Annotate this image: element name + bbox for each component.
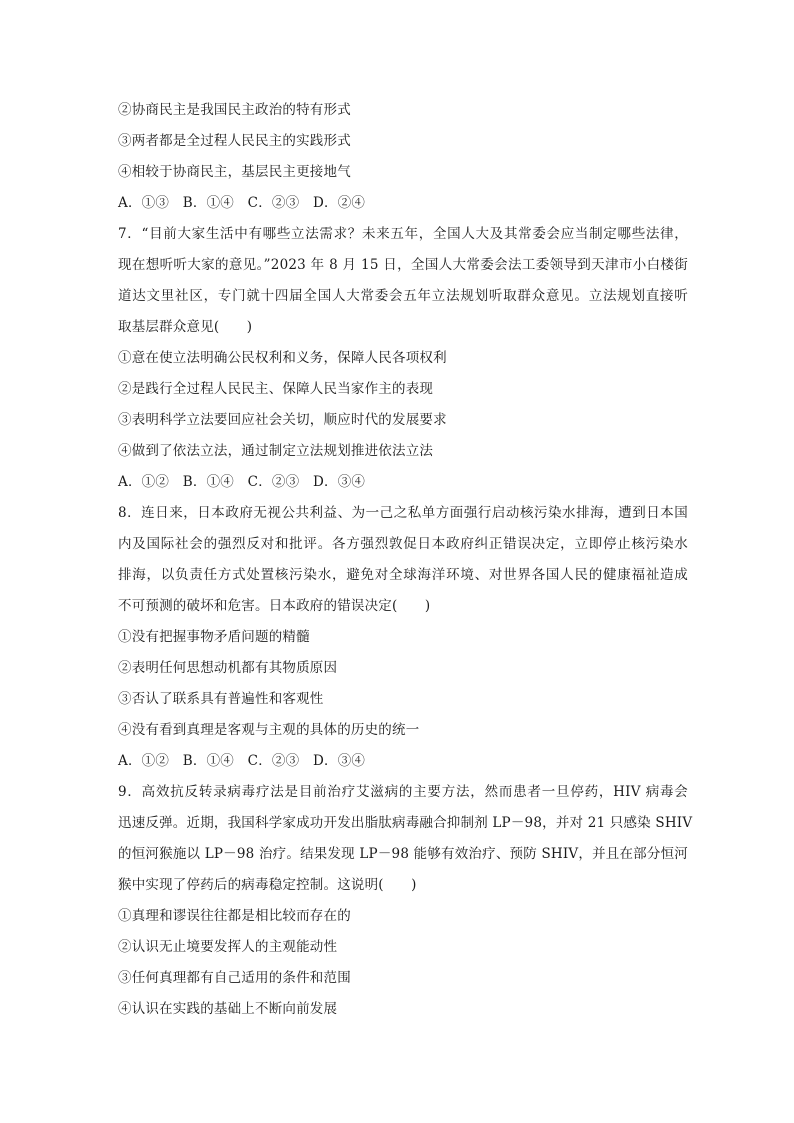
answer-choices: A．①③ B．①④ C．②③ D．②④ <box>118 195 366 211</box>
option-line: ④做到了依法立法，通过制定立法规划推进依法立法 <box>118 443 434 459</box>
question-stem-line: 道达文里社区，专门就十四届全国人大常委会五年立法规划听取群众意见。立法规划直接听 <box>118 288 688 304</box>
option-line: ②认识无止境要发挥人的主观能动性 <box>118 939 338 955</box>
option-line: ②是践行全过程人民民主、保障人民当家作主的表现 <box>118 381 434 397</box>
question-8 <box>118 498 688 777</box>
question-stem-line: 的恒河猴施以 LP－98 治疗。结果发现 LP－98 能够有效治疗、预防 SHIV，并且在部分恒河 <box>118 846 688 862</box>
option-line: ③任何真理都有自己适用的条件和范围 <box>118 970 351 986</box>
question-7 <box>118 219 688 498</box>
question-stem-line: 排海，以负责任方式处置核污染水，避免对全球海洋环境、对世界各国人民的健康福祉造成 <box>118 567 688 583</box>
question-stem-line: 现在想听听大家的意见。”2023 年 8 月 15 日，全国人大常委会法工委领导到天津市小白楼街 <box>118 257 688 273</box>
exam-content <box>118 95 693 1025</box>
question-stem-line: 9．高效抗反转录病毒疗法是目前治疗艾滋病的主要方法，然而患者一旦停药，HIV 病毒会 <box>118 784 688 800</box>
option-line: ③否认了联系具有普遍性和客观性 <box>118 691 324 707</box>
question-stem-line: 迅速反弹。近期，我国科学家成功开发出脂肽病毒融合抑制剂 LP－98，并对 21 只感染 SHIV <box>118 815 693 831</box>
question-stem-line: 不可预测的破坏和危害。日本政府的错误决定( ) <box>118 598 431 614</box>
question-stem-line: 猴中实现了停药后的病毒稳定控制。这说明( ) <box>118 877 417 893</box>
option-line: ④相较于协商民主，基层民主更接地气 <box>118 164 351 180</box>
answer-choices: A．①② B．①④ C．②③ D．③④ <box>118 753 366 769</box>
question-6-tail <box>118 95 688 219</box>
option-line: ③表明科学立法要回应社会关切，顺应时代的发展要求 <box>118 412 447 428</box>
option-line: ④认识在实践的基础上不断向前发展 <box>118 1001 338 1017</box>
question-stem-line: 取基层群众意见( ) <box>118 319 253 335</box>
option-line: ②协商民主是我国民主政治的特有形式 <box>118 102 351 118</box>
question-stem-line: 内及国际社会的强烈反对和批评。各方强烈敦促日本政府纠正错误决定，立即停止核污染水 <box>118 536 688 552</box>
question-stem-line: 7．“目前大家生活中有哪些立法需求？未来五年，全国人大及其常委会应当制定哪些法律， <box>118 226 688 242</box>
option-line: ②表明任何思想动机都有其物质原因 <box>118 660 338 676</box>
option-line: ①没有把握事物矛盾问题的精髓 <box>118 629 310 645</box>
option-line: ①真理和谬误往往都是相比较而存在的 <box>118 908 351 924</box>
answer-choices: A．①② B．①④ C．②③ D．③④ <box>118 474 366 490</box>
option-line: ④没有看到真理是客观与主观的具体的历史的统一 <box>118 722 420 738</box>
option-line: ③两者都是全过程人民民主的实践形式 <box>118 133 351 149</box>
question-stem-line: 8．连日来，日本政府无视公共利益、为一己之私单方面强行启动核污染水排海，遭到日本国 <box>118 505 688 521</box>
question-9 <box>118 777 693 1025</box>
option-line: ①意在使立法明确公民权利和义务，保障人民各项权利 <box>118 350 447 366</box>
